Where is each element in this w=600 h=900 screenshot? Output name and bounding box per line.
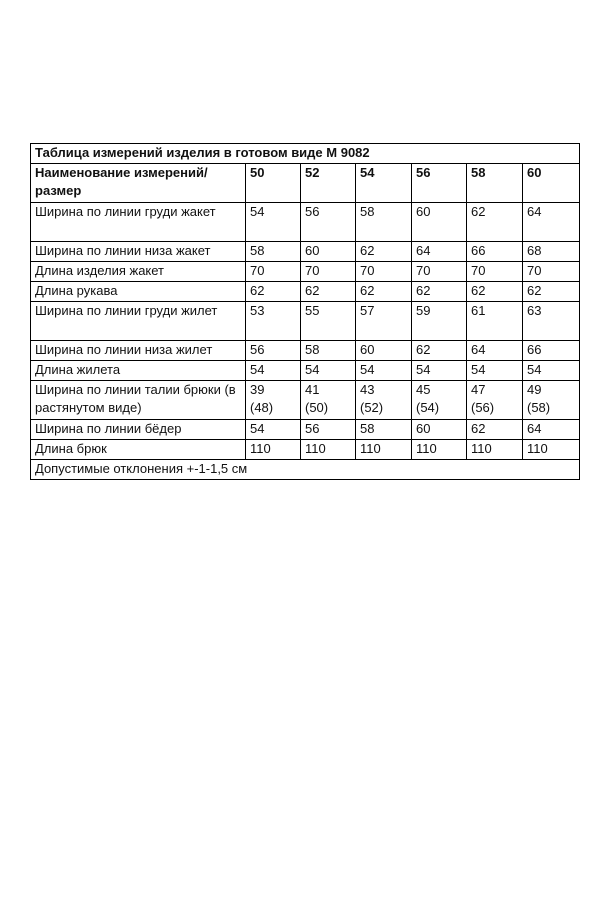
measurement-value: 45 [416, 382, 431, 397]
table-row [31, 282, 580, 302]
measurement-value: 62 [412, 282, 467, 302]
table-row [31, 381, 580, 420]
measurement-value: 47 [471, 382, 486, 397]
size-header: 52 [301, 164, 356, 203]
measurement-value-pair [301, 381, 356, 420]
measurement-value: 54 [301, 361, 356, 381]
measurement-value: 58 [356, 420, 412, 440]
size-header: 56 [412, 164, 467, 203]
measurement-value-pair [412, 381, 467, 420]
measurement-value: 58 [356, 203, 412, 242]
measurement-value: 54 [246, 361, 301, 381]
measurement-value: 49 [527, 382, 542, 397]
table-row [31, 242, 580, 262]
size-header: 60 [523, 164, 580, 203]
measurement-name: Длина жилета [31, 361, 246, 381]
measurement-value: 110 [356, 440, 412, 460]
measurement-value: 66 [467, 242, 523, 262]
measurement-value: 53 [246, 302, 301, 341]
measurement-name: Ширина по линии груди жакет [31, 203, 246, 242]
measurement-value: 110 [412, 440, 467, 460]
table-row [31, 420, 580, 440]
measurement-value: 62 [523, 282, 580, 302]
measurement-value-pair [467, 381, 523, 420]
measurement-value: 110 [246, 440, 301, 460]
size-header: 50 [246, 164, 301, 203]
measurement-value: 59 [412, 302, 467, 341]
measurement-value: 64 [523, 203, 580, 242]
measurement-value: 62 [467, 420, 523, 440]
measurement-value: 62 [412, 341, 467, 361]
measurement-name: Длина изделия жакет [31, 262, 246, 282]
measurement-value: 54 [246, 420, 301, 440]
table-title: Таблица измерений изделия в готовом виде М 9082 [31, 144, 580, 164]
size-header: 58 [467, 164, 523, 203]
name-column-header: Наименование измерений/размер [31, 164, 246, 203]
stretched-value: (54) [416, 400, 440, 415]
tolerance-note: Допустимые отклонения +-1-1,5 см [31, 460, 580, 480]
measurement-table [30, 143, 580, 480]
measurement-name: Ширина по линии талии брюки (в растянутом виде) [31, 381, 246, 420]
measurement-value: 54 [412, 361, 467, 381]
measurement-name: Ширина по линии груди жилет [31, 302, 246, 341]
measurement-value: 54 [356, 361, 412, 381]
stretched-value: (48) [250, 400, 274, 415]
measurement-value: 70 [246, 262, 301, 282]
measurement-value-pair [523, 381, 580, 420]
table-row [31, 262, 580, 282]
measurement-value: 64 [523, 420, 580, 440]
measurement-value: 70 [412, 262, 467, 282]
table-row [31, 361, 580, 381]
measurement-value: 54 [246, 203, 301, 242]
header-row [31, 164, 580, 203]
measurement-value: 39 [250, 382, 265, 397]
measurement-value: 110 [301, 440, 356, 460]
measurement-value: 58 [301, 341, 356, 361]
measurement-value: 110 [523, 440, 580, 460]
measurement-value: 58 [246, 242, 301, 262]
measurement-value: 54 [523, 361, 580, 381]
measurement-value: 62 [246, 282, 301, 302]
table-row [31, 203, 580, 242]
measurement-value: 70 [467, 262, 523, 282]
measurement-value: 60 [301, 242, 356, 262]
measurement-value: 70 [301, 262, 356, 282]
measurement-value-pair [356, 381, 412, 420]
measurement-value: 62 [467, 203, 523, 242]
measurement-value: 56 [246, 341, 301, 361]
measurement-sheet [30, 143, 579, 480]
measurement-name: Ширина по линии низа жакет [31, 242, 246, 262]
measurement-value: 62 [356, 242, 412, 262]
measurement-value: 64 [412, 242, 467, 262]
measurement-name: Ширина по линии низа жилет [31, 341, 246, 361]
size-header: 54 [356, 164, 412, 203]
measurement-value: 64 [467, 341, 523, 361]
table-row [31, 440, 580, 460]
measurement-value: 43 [360, 382, 375, 397]
measurement-value: 57 [356, 302, 412, 341]
table-row [31, 341, 580, 361]
measurement-value: 54 [467, 361, 523, 381]
title-row [31, 144, 580, 164]
measurement-name: Ширина по линии бёдер [31, 420, 246, 440]
stretched-value: (50) [305, 400, 329, 415]
measurement-value: 60 [412, 420, 467, 440]
measurement-value: 70 [356, 262, 412, 282]
measurement-name: Длина брюк [31, 440, 246, 460]
measurement-name: Длина рукава [31, 282, 246, 302]
measurement-value: 56 [301, 203, 356, 242]
note-row [31, 460, 580, 480]
measurement-value: 60 [356, 341, 412, 361]
measurement-value: 62 [467, 282, 523, 302]
measurement-value: 60 [412, 203, 467, 242]
stretched-value: (52) [360, 400, 384, 415]
measurement-value: 62 [301, 282, 356, 302]
measurement-value: 61 [467, 302, 523, 341]
measurement-value: 41 [305, 382, 320, 397]
stretched-value: (56) [471, 400, 495, 415]
measurement-value: 62 [356, 282, 412, 302]
measurement-value: 66 [523, 341, 580, 361]
measurement-value: 55 [301, 302, 356, 341]
measurement-value: 56 [301, 420, 356, 440]
measurement-value: 70 [523, 262, 580, 282]
measurement-value-pair [246, 381, 301, 420]
table-row [31, 302, 580, 341]
measurement-value: 63 [523, 302, 580, 341]
measurement-value: 68 [523, 242, 580, 262]
measurement-value: 110 [467, 440, 523, 460]
stretched-value: (58) [527, 400, 551, 415]
